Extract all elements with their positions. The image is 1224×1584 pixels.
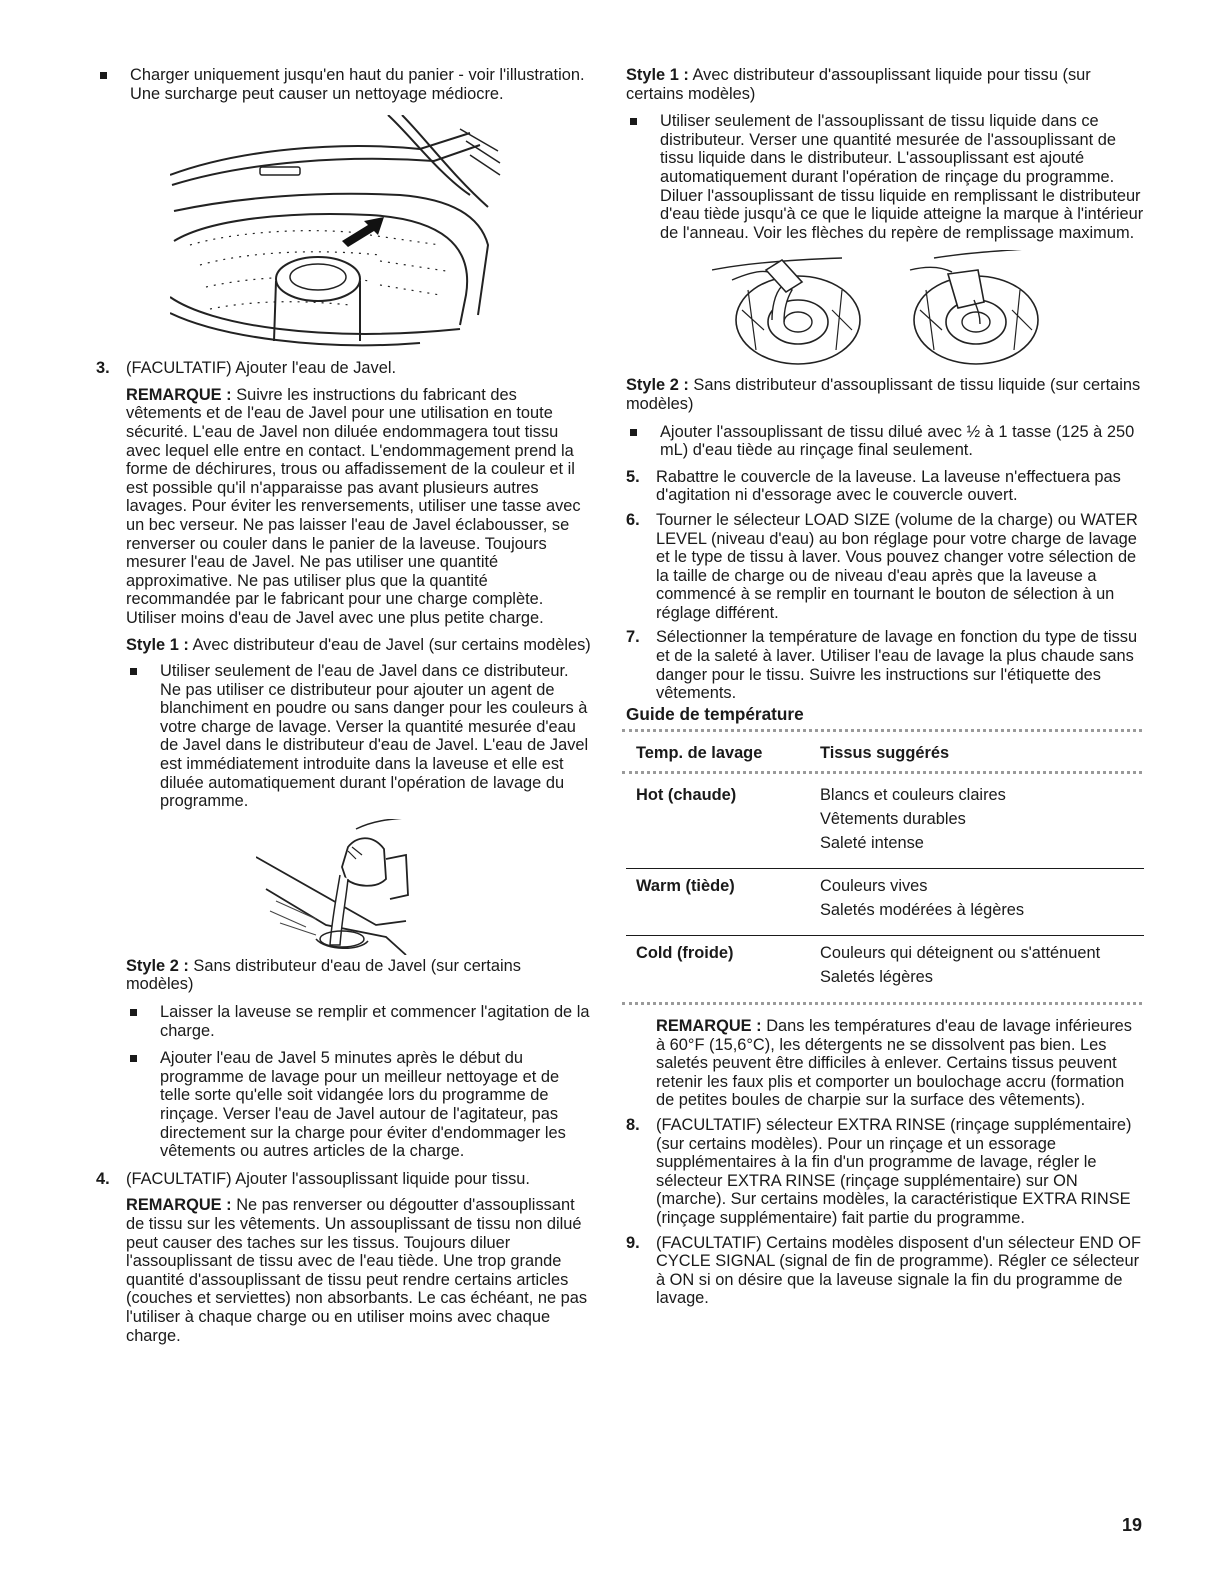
step-5-text: Rabattre le couvercle de la laveuse. La laveuse n'effectuera pas d'agitation ni d'essorage avec le couvercle ouvert. [656, 467, 1121, 505]
header-suggested-fabrics: Tissus suggérés [820, 744, 950, 763]
step-9-text: (FACULTATIF) Certains modèles disposent d'un sélecteur END OF CYCLE SIGNAL (signal de fin de programme). Régler ce sélecteur à ON si on désire que la laveuse signale la fin du programme de lavage. [656, 1233, 1141, 1308]
header-wash-temp: Temp. de lavage [636, 744, 763, 763]
row-temp: Hot (chaude) [636, 786, 737, 805]
step-5-number: 5. [626, 467, 640, 486]
step-4-title: (FACULTATIF) Ajouter l'assouplissant liquide pour tissu. [126, 1169, 530, 1188]
step-4-number: 4. [96, 1169, 110, 1188]
bleach-style-1 [126, 636, 592, 655]
temperature-table [626, 736, 1144, 1009]
step-8-number: 8. [626, 1116, 640, 1134]
fabric-item: Blancs et couleurs claires [820, 786, 1006, 805]
step-3-number: 3. [96, 359, 110, 378]
row-fabrics [820, 944, 1144, 992]
table-row [626, 936, 1144, 1002]
right-column [626, 66, 1144, 1308]
temperature-table-header-rule [622, 771, 1142, 778]
step-6-text: Tourner le sélecteur LOAD SIZE (volume de la charge) ou WATER LEVEL (niveau d'eau) au bon réglage pour votre charge de lavage et le type de tissu à laver. Vous pouvez changer votre sélection de la taille de charge ou de niveau d'eau après que la laveuse a commencé à se remplir en tournant le bouton de sélection à un réglage différent. [656, 510, 1138, 622]
step-3-note-label: REMARQUE : [126, 385, 232, 404]
softener-style-2-label: Style 2 : [626, 376, 689, 395]
softener-dispenser-illustration [712, 250, 1052, 366]
bleach-style-2-bullet-1: Laisser la laveuse se remplir et commencer l'agitation de la charge. [126, 1003, 592, 1040]
step-8 [626, 1116, 1144, 1228]
washer-basket-illustration [170, 115, 510, 353]
step-6 [626, 511, 1144, 623]
bleach-style-2-text: Sans distributeur d'eau de Javel (sur certains modèles) [126, 956, 521, 994]
step-8-text: (FACULTATIF) sélecteur EXTRA RINSE (rinçage supplémentaire) (sur certains modèles). Pour un rinçage et un essorage supplémentaires à la fin d'un programme de lavage, régler le sélecteur EXTRA RINSE (rinçage supplémentaire) sur ON (marche). Sur certains modèles, la caractéristique EXTRA RINSE (rinçage supplémentaire) fait partie du programme. [656, 1116, 1132, 1227]
softener-style-2 [626, 376, 1144, 413]
table-row [626, 778, 1144, 869]
step-6-number: 6. [626, 510, 640, 529]
step-3-title: (FACULTATIF) Ajouter l'eau de Javel. [126, 359, 397, 378]
step-9 [626, 1234, 1144, 1308]
step-3-note-text: Suivre les instructions du fabricant des vêtements et de l'eau de Javel pour une utilisation en toute sécurité. L'eau de Javel non diluée endommagera tout tissu avec lequel elle entre en contact. L'endommagement prend la forme de déchirures, trous ou affadissement de la couleur et il est possible qu'il n'apparaisse pas avant plusieurs autres lavages. Pour éviter les renversements, utiliser une tasse avec un bec verseur. Ne pas laisser l'eau de Javel éclabousser, se renverser ou couler dans le panier de la laveuse. Toujours mesurer l'eau de Javel. Ne pas utiliser une quantité approximative. Ne pas utiliser plus que la quantité recommandée par le fabricant pour une charge complète. Utiliser moins d'eau de Javel avec une plus petite charge. [126, 385, 581, 627]
row-temp: Cold (froide) [636, 944, 734, 963]
softener-style-1-text: Avec distributeur d'assouplissant liquide pour tissu (sur certains modèles) [626, 66, 1091, 103]
step-3 [96, 359, 592, 1161]
fabric-item: Saletés légères [820, 968, 933, 987]
bleach-style-2 [126, 957, 592, 994]
step-4-note-text: Ne pas renverser ou dégoutter d'assouplissant de tissu sur les vêtements. Un assouplissant de tissu non dilué peut causer des taches sur les tissus. Toujours diluer l'assouplissant de tissu avec de l'eau tiède. Une trop grande quantité d'assouplissant de tissu peut rendre certains articles (couches et serviettes) non absorbants. Le cas échéant, ne pas l'utiliser à chaque charge ou en utiliser moins avec chaque charge. [126, 1196, 588, 1345]
softener-style-1-bullet: Utiliser seulement de l'assouplissant de tissu liquide dans ce distributeur. Verser une quantité mesurée de l'assouplissant de tissu liquide dans le distributeur. L'assouplissant est ajouté automatiquement durant l'opération de rinçage du programme. Diluer l'assouplissant de tissu liquide en remplissant le distributeur d'eau tiède jusqu'à ce que le liquide atteigne la marque à l'intérieur de l'anneau. Voir les flèches du repère de remplissage maximum. [626, 112, 1144, 242]
step-7-number: 7. [626, 628, 640, 647]
temperature-note-text: Dans les températures d'eau de lavage inférieures à 60°F (15,6°C), les détergents ne se dissolvent pas bien. Les saletés peuvent être difficiles à enlever. Certains tissus peuvent retenir les faux plis et comporter un boulochage accru (formation de petites boules de charpie sur la surface des vêtements). [656, 1017, 1132, 1110]
fabric-item: Couleurs vives [820, 877, 928, 896]
bullet-load-limit: Charger uniquement jusqu'en haut du panier - voir l'illustration. Une surcharge peut causer un nettoyage médiocre. [96, 66, 592, 103]
fabric-item: Saletés modérées à légères [820, 901, 1025, 920]
bleach-style-2-bullet-2: Ajouter l'eau de Javel 5 minutes après le début du programme de lavage pour un meilleur nettoyage et de telle sorte qu'elle soit vidangée lors du programme de rinçage. Verser l'eau de Javel autour de l'agitateur, pas directement sur la charge pour éviter d'endommager les vêtements ou autres articles de la charge. [126, 1049, 592, 1161]
temperature-guide-title: Guide de température [626, 703, 804, 724]
left-column [96, 66, 592, 1345]
bleach-style-1-label: Style 1 : [126, 635, 189, 654]
row-temp: Warm (tiède) [636, 877, 735, 896]
temperature-note-label: REMARQUE : [656, 1017, 762, 1036]
row-fabrics [820, 877, 1144, 925]
fabric-item: Vêtements durables [820, 810, 966, 829]
softener-style-2-bullet: Ajouter l'assouplissant de tissu dilué avec ½ à 1 tasse (125 à 250 mL) d'eau tiède au rinçage final seulement. [626, 423, 1144, 460]
table-row [626, 869, 1144, 936]
step-5 [626, 468, 1144, 505]
fabric-item: Couleurs qui déteignent ou s'atténuent [820, 944, 1101, 963]
step-4-note [126, 1196, 592, 1345]
softener-style-2-text: Sans distributeur d'assouplissant de tissu liquide (sur certains modèles) [626, 376, 1141, 413]
fabric-item: Saleté intense [820, 834, 924, 853]
bleach-style-1-bullet: Utiliser seulement de l'eau de Javel dans ce distributeur. Ne pas utiliser ce distributeur pour ajouter un agent de blanchiment en poudre ou sans danger pour les couleurs à votre charge de lavage. Verser la quantité mesurée d'eau de Javel dans le distributeur d'eau de Javel. L'eau de Javel est immédiatement introduite dans la laveuse et elle est diluée automatiquement durant l'opération de lavage du programme. [126, 662, 592, 811]
step-3-note [126, 386, 592, 628]
step-4-note-label: REMARQUE : [126, 1196, 232, 1215]
softener-style-1 [626, 66, 1144, 103]
bleach-pour-illustration [256, 819, 426, 955]
bleach-style-1-text: Avec distributeur d'eau de Javel (sur certains modèles) [192, 635, 591, 654]
step-4 [96, 1170, 592, 1345]
temperature-table-bottom-rule [622, 1002, 1142, 1009]
temperature-table-header [626, 736, 1144, 771]
step-9-number: 9. [626, 1233, 640, 1252]
temperature-note [626, 1017, 1144, 1110]
row-fabrics [820, 786, 1144, 858]
temperature-table-top-rule [622, 729, 1142, 736]
softener-style-1-label: Style 1 : [626, 66, 689, 84]
step-7 [626, 628, 1144, 702]
bleach-style-2-label: Style 2 : [126, 956, 189, 975]
page-number: 19 [1121, 1515, 1142, 1535]
step-7-text: Sélectionner la température de lavage en fonction du type de tissu et de la saleté à laver. Utiliser l'eau de lavage la plus chaude sans danger pour le tissu. Suivre les instructions sur l'étiquette des vêtements. [656, 628, 1138, 703]
